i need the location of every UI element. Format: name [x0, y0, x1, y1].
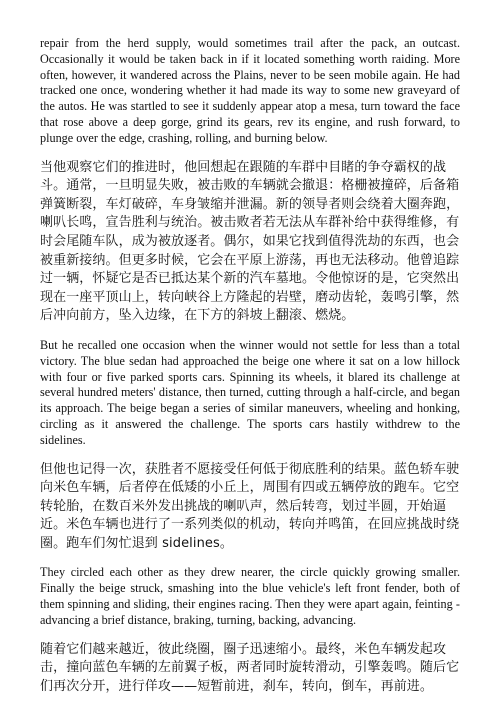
paragraph-chinese-3: 随着它们越来越近，彼此绕圈，圈子迅速缩小。最终，米色车辆发起攻击，撞向蓝色车辆的左前翼子板，两者同时旋转滑动，引擎轰鸣。随后它们再次分开，进行佯攻——短暂前进，刹车，转向，倒车，再前进。 — [40, 641, 460, 694]
paragraph-english-1: repair from the herd supply, would sometimes trail after the pack, an outcast. Occasionally it would be taken back in if it located something worth raiding. More often, however, it wandered across the Plains, never to be seen mobile again. He had tracked one once, wondering whether it had made its way to some new graveyard of the autos. He was startled to see it suddenly appear atop a mesa, turn toward the face that rose above a deep gorge, grind its gears, rev its engine, and rush forward, to plunge over the edge, crashing, rolling, and burning below. — [40, 36, 460, 145]
paragraph-chinese-2: 但他也记得一次，获胜者不愿接受任何低于彻底胜利的结果。蓝色轿车驶向米色车辆，后者停在低矮的小丘上，周围有四或五辆停放的跑车。它空转轮胎，在数百米外发出挑战的喇叭声，然后转弯，划过半圆，开始逼近。米色车辆也进行了一系列类似的机动，转向并鸣笛，在回应挑战时绕圈。跑车们匆忙退到 sidelines。 — [40, 461, 460, 551]
paragraph-chinese-1: 当他观察它们的推进时，他回想起在跟随的车群中目睹的争夺霸权的战斗。通常，一旦明显失败，被击败的车辆就会撤退：格栅被撞碎，后备箱弹簧断裂，车灯破碎，车身皱缩并泄漏。新的领导者则会绕着大圈奔跑，喇叭长鸣，宣告胜利与统治。被击败者若无法从车群补给中获得维修，有时会尾随车队，成为被放逐者。偶尔，如果它找到值得洗劫的东西，也会被重新接纳。但更多时候，它会在平原上游荡，再也无法移动。他曾追踪过一辆，怀疑它是否已抵达某个新的汽车墓地。令他惊讶的是，它突然出现在一座平顶山上，转向峡谷上方隆起的岩壁，磨动齿轮，轰鸣引擎，然后冲向前方，坠入边缘，在下方的斜坡上翻滚、燃烧。 — [40, 159, 460, 324]
paragraph-english-3: They circled each other as they drew nearer, the circle quickly growing smaller. Finally the beige struck, smashing into the blue vehicle's left front fender, both of them spinning and sliding, their engines racing. Then they were apart again, feinting -advancing a brief distance, braking, turning, backing, advancing. — [40, 565, 460, 627]
paragraph-english-2: But he recalled one occasion when the winner would not settle for less than a total victory. The blue sedan had approached the beige one where it sat on a low hillock with four or five parked sports cars. Spinning its wheels, it blared its challenge at several hundred meters' distance, then turned, cutting through a half-circle, and began its approach. The beige began a series of similar maneuvers, wheeling and honking, circling as it answered the challenge. The sports cars hastily withdrew to the sidelines. — [40, 337, 460, 447]
